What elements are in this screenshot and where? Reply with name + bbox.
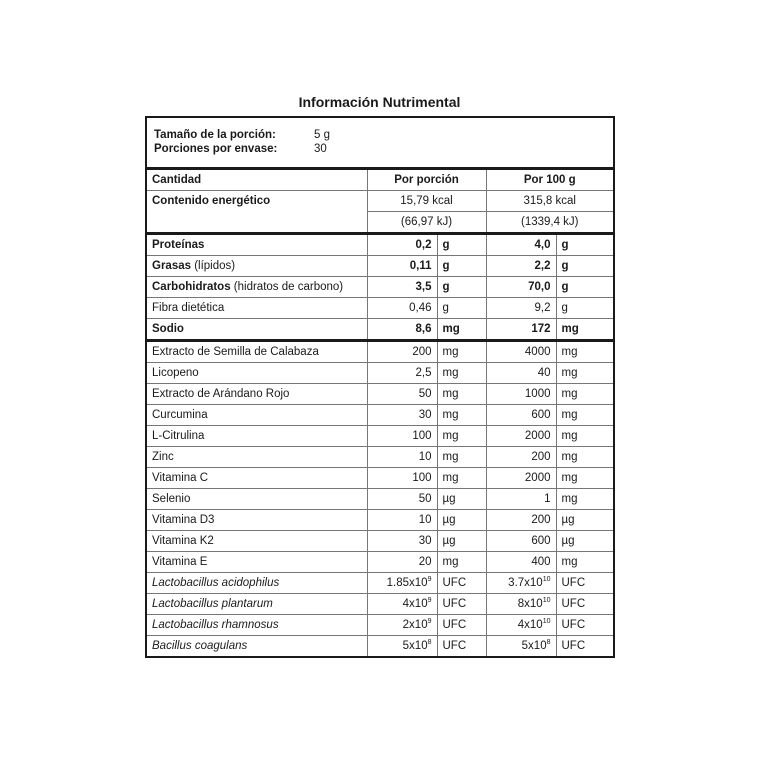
probiotic-v1-exponent: 8 — [427, 639, 432, 646]
nutrient-u1: g — [437, 298, 486, 319]
probiotic-v2-base: 3.7x10 — [508, 577, 543, 589]
ingredient-u1: mg — [437, 447, 486, 468]
ingredient-v1: 200 — [367, 341, 437, 363]
nutrition-facts-panel — [145, 116, 615, 658]
nutrient-v2: 172 — [486, 319, 556, 341]
nutrient-u2: g — [556, 277, 613, 298]
nutrient-u1: g — [437, 277, 486, 298]
nutrient-u2: g — [556, 234, 613, 256]
ingredient-v2: 4000 — [486, 341, 556, 363]
probiotic-v1-base: 5x10 — [402, 640, 428, 652]
probiotic-v1-base: 2x10 — [402, 619, 428, 631]
ingredient-v2: 40 — [486, 363, 556, 384]
ingredient-v2: 200 — [486, 447, 556, 468]
ingredient-name: Vitamina D3 — [147, 510, 367, 531]
energy-label: Contenido energético — [147, 191, 367, 234]
probiotic-v1 — [367, 636, 437, 657]
ingredient-u1: mg — [437, 552, 486, 573]
probiotic-u1: UFC — [437, 615, 486, 636]
probiotic-name: Lactobacillus rhamnosus — [147, 615, 367, 636]
probiotic-v1-exponent: 9 — [427, 576, 432, 583]
ingredient-v2: 400 — [486, 552, 556, 573]
header-per-100g: Por 100 g — [486, 170, 613, 191]
ingredient-name: Extracto de Arándano Rojo — [147, 384, 367, 405]
table-header-row — [147, 170, 613, 191]
nutrient-v1: 0,46 — [367, 298, 437, 319]
probiotic-v2-base: 5x10 — [521, 640, 547, 652]
serving-size-label: Tamaño de la porción: — [154, 129, 276, 141]
ingredient-row — [147, 341, 613, 363]
ingredient-u1: mg — [437, 426, 486, 447]
ingredient-v1: 10 — [367, 510, 437, 531]
nutrient-v1: 0,11 — [367, 256, 437, 277]
nutrient-v2: 70,0 — [486, 277, 556, 298]
ingredient-row — [147, 426, 613, 447]
probiotic-row — [147, 615, 613, 636]
macro-row — [147, 319, 613, 341]
nutrient-name — [147, 319, 367, 341]
probiotic-name: Lactobacillus plantarum — [147, 594, 367, 615]
ingredient-u1: mg — [437, 468, 486, 489]
ingredient-v2: 600 — [486, 405, 556, 426]
probiotic-v2-base: 4x10 — [517, 619, 543, 631]
nutrient-v2: 9,2 — [486, 298, 556, 319]
ingredient-v2: 200 — [486, 510, 556, 531]
nutrient-u2: g — [556, 256, 613, 277]
ingredient-row — [147, 531, 613, 552]
probiotic-v1-exponent: 9 — [427, 618, 432, 625]
nutrient-u1: g — [437, 256, 486, 277]
probiotic-v2-base: 8x10 — [517, 598, 543, 610]
probiotic-v2-exponent: 10 — [542, 576, 551, 583]
nutrient-name — [147, 234, 367, 256]
ingredient-v1: 20 — [367, 552, 437, 573]
ingredient-u2: mg — [556, 426, 613, 447]
servings-per-container-label: Porciones por envase: — [154, 143, 278, 155]
ingredient-row — [147, 363, 613, 384]
nutrient-label: Proteínas — [152, 239, 205, 251]
ingredient-u2: mg — [556, 384, 613, 405]
probiotic-u2: UFC — [556, 615, 613, 636]
nutrient-v1: 3,5 — [367, 277, 437, 298]
ingredient-u2: mg — [556, 405, 613, 426]
probiotic-v1-exponent: 9 — [427, 597, 432, 604]
ingredient-v1: 50 — [367, 489, 437, 510]
energy-per-100g-kcal: 315,8 kcal — [486, 191, 613, 212]
nutrient-v1: 8,6 — [367, 319, 437, 341]
ingredient-row — [147, 510, 613, 531]
ingredient-name: Selenio — [147, 489, 367, 510]
ingredient-u1: mg — [437, 341, 486, 363]
nutrient-label: Fibra dietética — [152, 302, 225, 314]
probiotic-v2-exponent: 10 — [542, 618, 551, 625]
ingredient-name: L-Citrulina — [147, 426, 367, 447]
serving-info — [147, 118, 613, 170]
ingredient-v2: 600 — [486, 531, 556, 552]
ingredient-u1: mg — [437, 363, 486, 384]
ingredient-name: Zinc — [147, 447, 367, 468]
ingredient-v2: 1000 — [486, 384, 556, 405]
probiotic-name: Lactobacillus acidophilus — [147, 573, 367, 594]
probiotic-v2 — [486, 615, 556, 636]
ingredient-u1: mg — [437, 384, 486, 405]
nutrient-u2: g — [556, 298, 613, 319]
ingredient-v2: 1 — [486, 489, 556, 510]
nutrient-name — [147, 277, 367, 298]
ingredient-u2: µg — [556, 531, 613, 552]
nutrient-name — [147, 298, 367, 319]
ingredient-u2: mg — [556, 447, 613, 468]
ingredient-row — [147, 552, 613, 573]
probiotic-row — [147, 636, 613, 657]
nutrient-label: Grasas — [152, 260, 192, 272]
ingredient-name: Vitamina K2 — [147, 531, 367, 552]
probiotic-row — [147, 573, 613, 594]
probiotic-u2: UFC — [556, 594, 613, 615]
ingredient-row — [147, 384, 613, 405]
energy-row-kcal — [147, 191, 613, 212]
ingredient-u2: mg — [556, 363, 613, 384]
ingredient-u1: mg — [437, 405, 486, 426]
probiotic-v2-exponent: 8 — [546, 639, 551, 646]
probiotic-u1: UFC — [437, 573, 486, 594]
energy-per-serving-kcal: 15,79 kcal — [367, 191, 486, 212]
ingredient-v1: 100 — [367, 426, 437, 447]
ingredient-name: Extracto de Semilla de Calabaza — [147, 341, 367, 363]
ingredient-u1: µg — [437, 531, 486, 552]
ingredient-name: Curcumina — [147, 405, 367, 426]
nutrient-v1: 0,2 — [367, 234, 437, 256]
ingredient-u1: µg — [437, 489, 486, 510]
nutrient-v2: 4,0 — [486, 234, 556, 256]
probiotic-v2 — [486, 573, 556, 594]
probiotic-v1 — [367, 615, 437, 636]
macro-row — [147, 234, 613, 256]
ingredient-v2: 2000 — [486, 468, 556, 489]
ingredient-row — [147, 447, 613, 468]
nutrient-u1: g — [437, 234, 486, 256]
ingredient-name: Licopeno — [147, 363, 367, 384]
energy-per-100g-kj: (1339,4 kJ) — [486, 212, 613, 234]
ingredient-u2: mg — [556, 552, 613, 573]
header-per-serving: Por porción — [367, 170, 486, 191]
ingredient-v1: 100 — [367, 468, 437, 489]
page-title: Información Nutrimental — [298, 94, 461, 110]
macro-row — [147, 298, 613, 319]
ingredient-v1: 10 — [367, 447, 437, 468]
probiotic-v1 — [367, 594, 437, 615]
servings-per-container — [154, 143, 327, 155]
probiotic-v2 — [486, 594, 556, 615]
nutrient-sublabel: (lípidos) — [191, 260, 236, 272]
nutrient-label: Carbohidratos — [152, 281, 231, 293]
probiotic-row — [147, 594, 613, 615]
energy-per-serving-kj: (66,97 kJ) — [367, 212, 486, 234]
ingredient-row — [147, 489, 613, 510]
ingredient-u2: µg — [556, 510, 613, 531]
nutrient-label: Sodio — [152, 323, 184, 335]
serving-size — [154, 129, 330, 141]
probiotic-v1-base: 1.85x10 — [386, 577, 428, 589]
servings-per-container-value: 30 — [314, 143, 327, 155]
probiotic-v2-exponent: 10 — [542, 597, 551, 604]
probiotic-u2: UFC — [556, 573, 613, 594]
probiotic-v1 — [367, 573, 437, 594]
nutrition-table — [147, 170, 613, 656]
probiotic-u1: UFC — [437, 636, 486, 657]
nutrient-u2: mg — [556, 319, 613, 341]
nutrient-v2: 2,2 — [486, 256, 556, 277]
macro-row — [147, 256, 613, 277]
header-cantidad: Cantidad — [147, 170, 367, 191]
ingredient-v1: 30 — [367, 531, 437, 552]
ingredient-u2: mg — [556, 489, 613, 510]
probiotic-name: Bacillus coagulans — [147, 636, 367, 657]
ingredient-row — [147, 468, 613, 489]
probiotic-v1-base: 4x10 — [402, 598, 428, 610]
nutrient-name — [147, 256, 367, 277]
probiotic-u1: UFC — [437, 594, 486, 615]
probiotic-u2: UFC — [556, 636, 613, 657]
probiotic-v2 — [486, 636, 556, 657]
ingredient-v1: 30 — [367, 405, 437, 426]
ingredient-u2: mg — [556, 341, 613, 363]
nutrient-sublabel: (hidratos de carbono) — [230, 281, 344, 293]
ingredient-name: Vitamina C — [147, 468, 367, 489]
nutrient-u1: mg — [437, 319, 486, 341]
ingredient-u1: µg — [437, 510, 486, 531]
ingredient-v1: 2,5 — [367, 363, 437, 384]
ingredient-name: Vitamina E — [147, 552, 367, 573]
macro-row — [147, 277, 613, 298]
serving-size-value: 5 g — [314, 129, 330, 141]
ingredient-u2: mg — [556, 468, 613, 489]
ingredient-v2: 2000 — [486, 426, 556, 447]
ingredient-v1: 50 — [367, 384, 437, 405]
ingredient-row — [147, 405, 613, 426]
